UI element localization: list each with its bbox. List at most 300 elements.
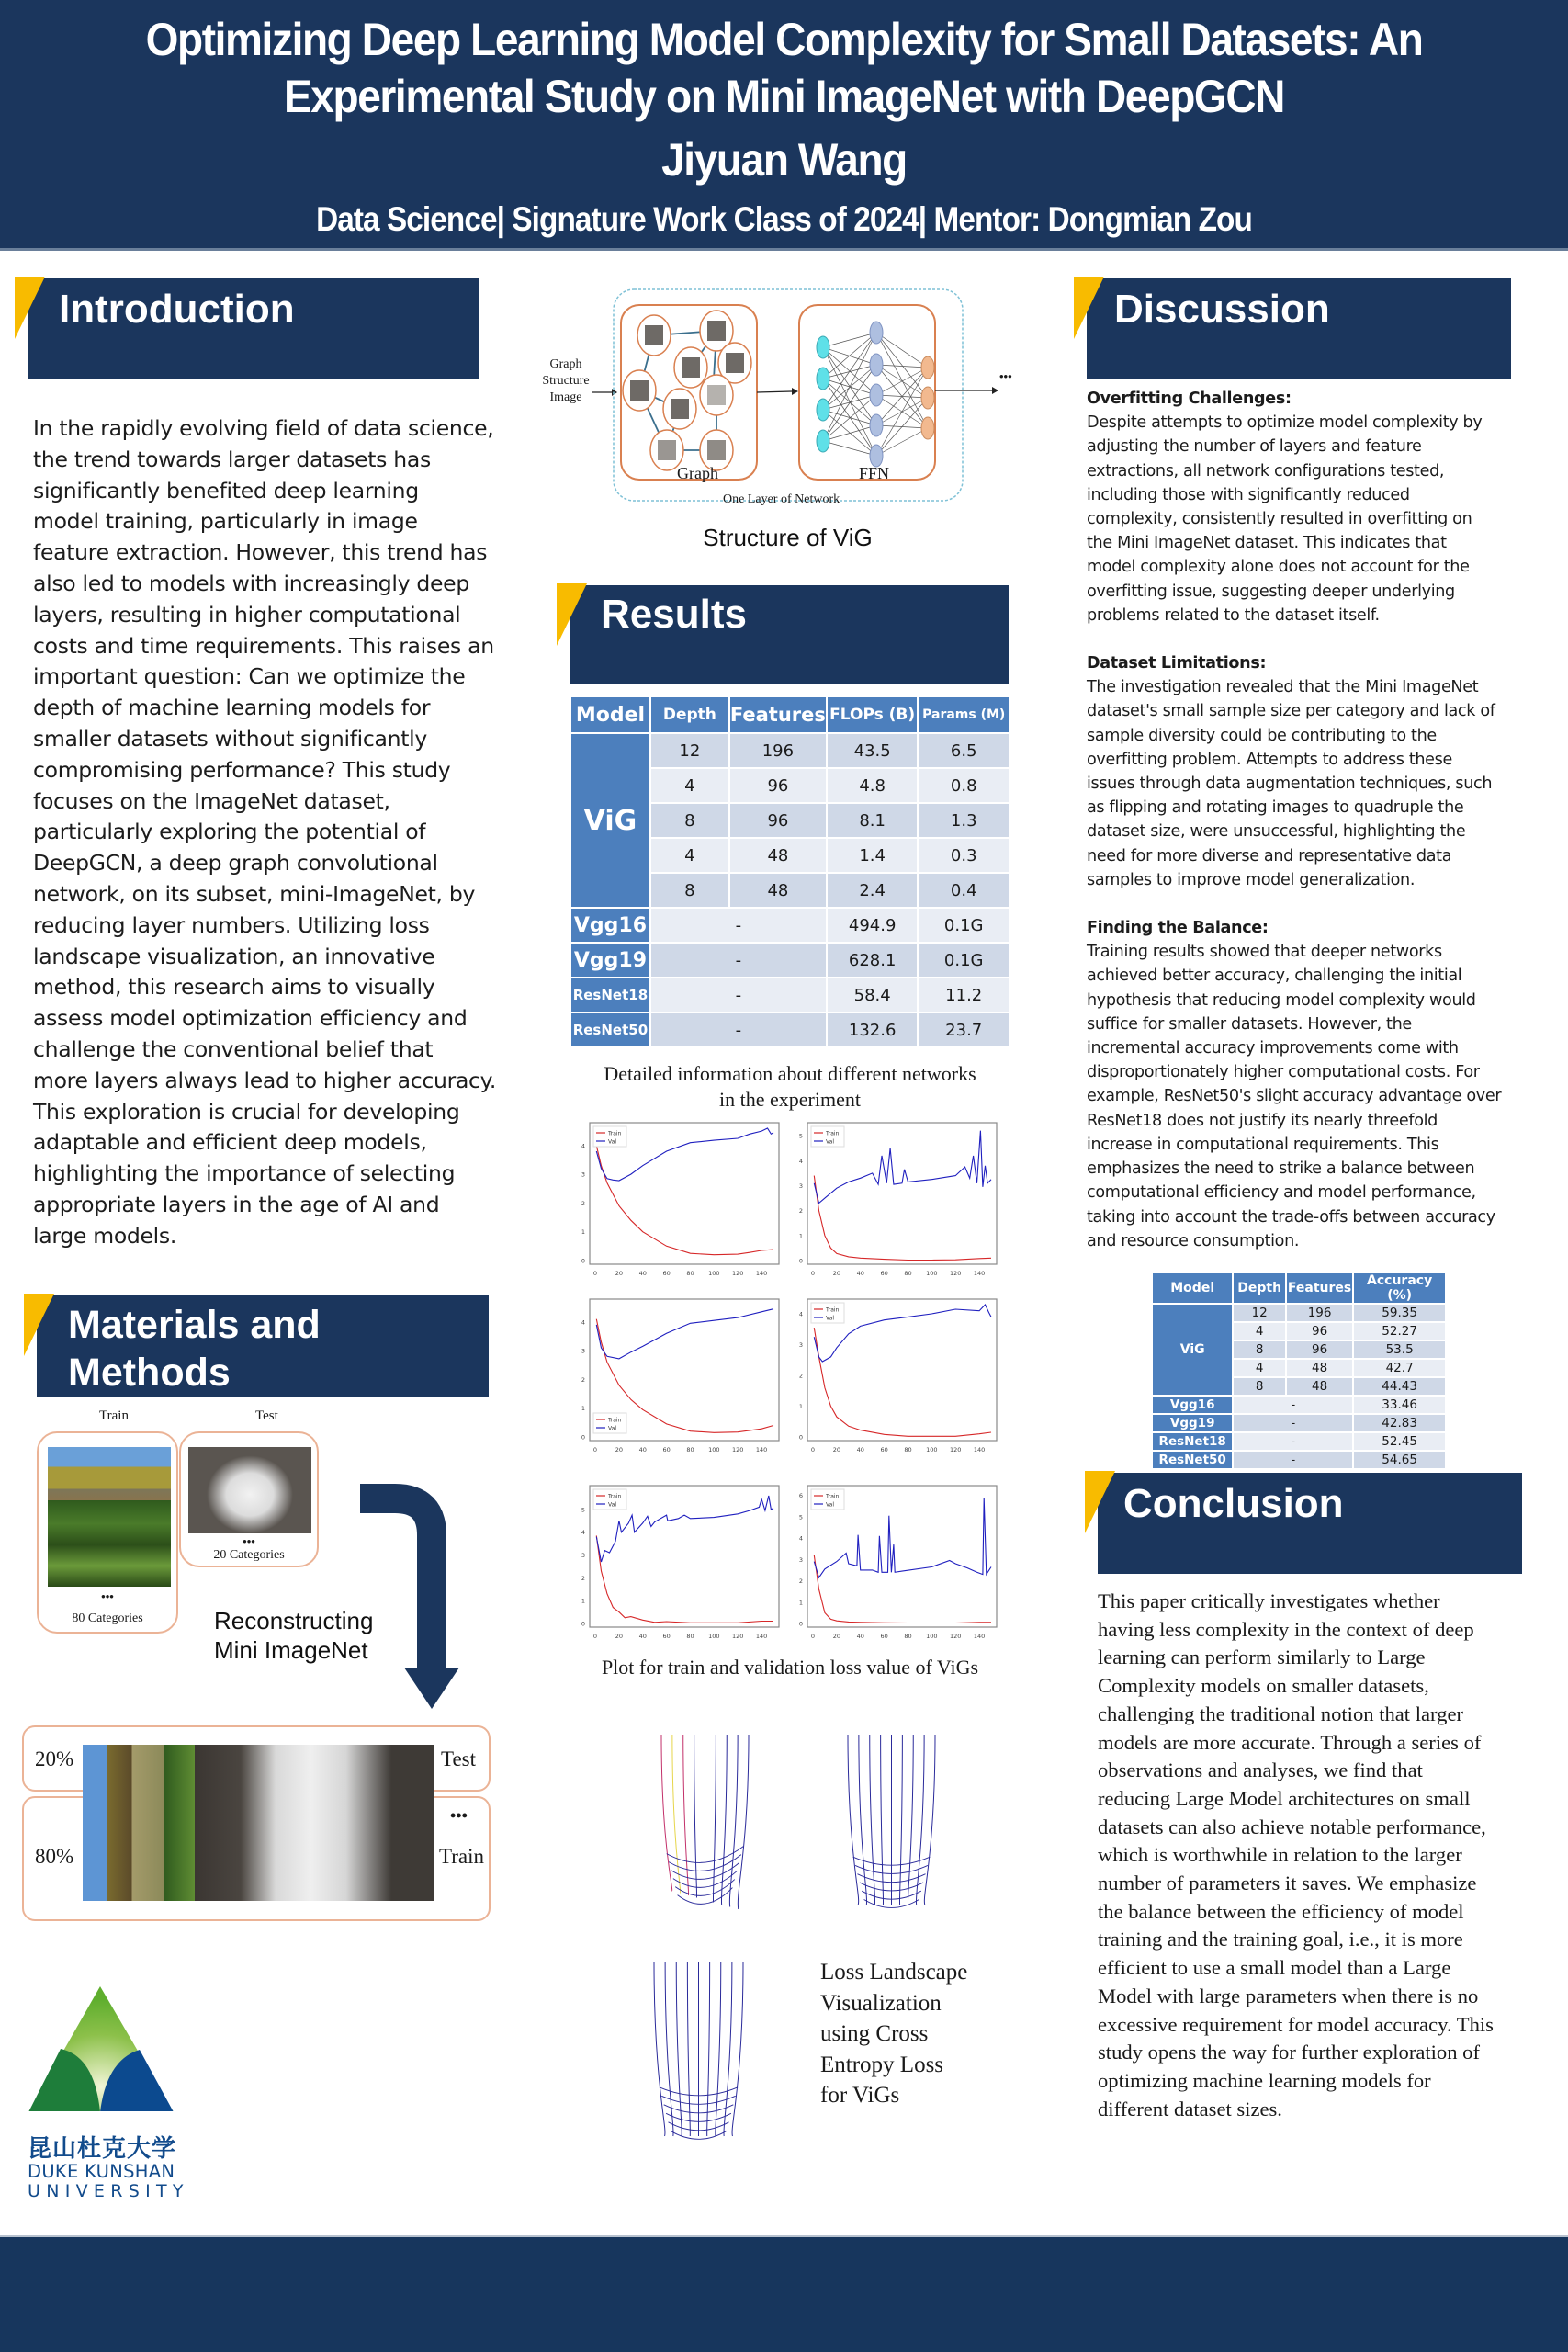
- y-tick-label: 2: [798, 1577, 803, 1586]
- landscape-wire: [738, 1735, 749, 1909]
- conclusion-body: [1098, 1588, 1557, 2123]
- loss-plot-svg: [787, 1295, 1000, 1459]
- conclusion-heading: Conclusion: [1123, 1481, 1344, 1526]
- x-tick-label: 120: [949, 1270, 962, 1277]
- acc-col-header-depth: Depth: [1233, 1272, 1286, 1304]
- col-header-flops: FLOPs (B): [827, 696, 919, 733]
- discussion-line: samples to improve model generalization.: [1087, 870, 1416, 889]
- split-ellipsis: •••: [450, 1806, 468, 1825]
- discussion-line: suffice for smaller datasets. However, the: [1087, 1014, 1412, 1034]
- landscape-wire: [899, 1735, 902, 1905]
- legend-label: Val: [608, 1425, 616, 1432]
- landscape-wire: [687, 1962, 690, 2136]
- x-tick-label: 60: [880, 1270, 888, 1277]
- split-test-label: Test: [441, 1747, 476, 1770]
- col-header-features: Features: [729, 696, 827, 733]
- discussion-line: ResNet18 does not justify its nearly threefold: [1087, 1111, 1438, 1130]
- ffn-neuron: [921, 387, 934, 409]
- conclusion-banner: [1098, 1473, 1522, 1574]
- x-tick-label: 0: [592, 1446, 598, 1453]
- loss-landscape-2: [848, 1735, 935, 1907]
- y-tick-label: 4: [581, 1529, 585, 1537]
- legend-label: Train: [826, 1130, 840, 1137]
- landscape-wire: [916, 1735, 924, 1905]
- discussion-line: overfitting issue, suggesting deeper underlying: [1087, 582, 1455, 601]
- y-tick-label: 5: [581, 1506, 585, 1514]
- test-ellipsis: •••: [243, 1534, 255, 1548]
- acc-table-cell: 96: [1286, 1340, 1353, 1359]
- table-cell: 48: [729, 838, 827, 873]
- y-tick-label: 0: [798, 1257, 803, 1265]
- legend-label: Val: [826, 1501, 834, 1509]
- introduction-heading: Introduction: [59, 287, 295, 332]
- acc-table-cell: 54.65: [1353, 1451, 1446, 1469]
- discussion-line: model complexity alone does not account for the: [1087, 558, 1470, 577]
- discussion-line: Despite attempts to optimize model complexity by: [1087, 413, 1483, 433]
- acc-table-cell: 42.7: [1353, 1359, 1446, 1377]
- discussion-section: [1087, 651, 1546, 892]
- acc-model-cell: ViG: [1152, 1304, 1233, 1396]
- introduction-line: assess model optimization efficiency and: [33, 1005, 468, 1032]
- vig-structure-diagram: [588, 276, 1020, 514]
- discussion-line: need for more diverse and representative data: [1087, 846, 1452, 865]
- discussion-section: [1087, 916, 1546, 1253]
- loss-landscape-1: [661, 1735, 749, 1909]
- y-tick-label: 3: [798, 1555, 803, 1564]
- conclusion-line: different dataset sizes.: [1098, 2097, 1282, 2120]
- x-tick-label: 0: [592, 1270, 598, 1277]
- acc-table-row: [1152, 1396, 1446, 1414]
- discussion-line: adjusting the number of layers and feature: [1087, 437, 1422, 457]
- x-tick-label: 120: [731, 1633, 744, 1640]
- y-tick-label: 0: [581, 1620, 585, 1628]
- x-tick-label: 40: [856, 1446, 864, 1453]
- methods-heading: [68, 1301, 321, 1396]
- introduction-line: DeepGCN, a deep graph convolutional: [33, 850, 438, 876]
- curved-arrow-icon: [349, 1475, 468, 1713]
- loss-plot-svg: [787, 1482, 1000, 1645]
- conclusion-line: challenging the traditional notion that larger: [1098, 1702, 1463, 1725]
- ffn-neuron: [817, 368, 829, 390]
- table-cell: 8: [650, 873, 729, 908]
- y-tick-label: 4: [798, 1157, 803, 1165]
- ffn-neuron: [921, 417, 934, 439]
- x-tick-label: 40: [638, 1446, 647, 1453]
- introduction-banner: [28, 278, 479, 379]
- acc-table-cell: 48: [1286, 1359, 1353, 1377]
- y-tick-label: 3: [581, 1552, 585, 1560]
- x-tick-label: 0: [810, 1633, 816, 1640]
- acc-table-row: [1152, 1304, 1446, 1322]
- x-tick-label: 20: [832, 1446, 841, 1453]
- discussion-line: as flipping and rotating images to quadruple the: [1087, 798, 1464, 818]
- split-test-percent: 20%: [35, 1747, 74, 1770]
- y-tick-label: 4: [798, 1534, 803, 1543]
- landscape-wire: [654, 1962, 665, 2136]
- x-tick-label: 140: [755, 1633, 768, 1640]
- y-tick-label: 2: [581, 1375, 585, 1384]
- discussion-line: including those with significantly reduced: [1087, 485, 1410, 504]
- conclusion-line: datasets can also achieve notable performance,: [1098, 1815, 1486, 1838]
- x-tick-label: 120: [949, 1633, 962, 1640]
- ffn-neuron: [870, 384, 883, 406]
- loss-landscape-3: [654, 1962, 743, 2139]
- x-tick-label: 100: [708, 1270, 720, 1277]
- ffn-neuron: [817, 336, 829, 358]
- loss-plot: [570, 1119, 783, 1283]
- y-tick-label: 3: [581, 1170, 585, 1179]
- x-tick-label: 60: [880, 1633, 888, 1640]
- affiliation: Data Science| Signature Work Class of 2024| Mentor: Dongmian Zou: [316, 200, 1252, 238]
- discussion-section-title: Finding the Balance:: [1087, 919, 1269, 938]
- banner-accent-flag: [1074, 277, 1104, 339]
- discussion-banner: [1087, 278, 1511, 379]
- acc-model-cell: Vgg19: [1152, 1414, 1233, 1432]
- conclusion-line: which is worthwhile in relation to the larger: [1098, 1843, 1462, 1867]
- graph-input-label: [542, 356, 590, 406]
- table-cell: -: [650, 943, 827, 978]
- x-tick-label: 140: [973, 1446, 986, 1453]
- table-cell: 196: [729, 733, 827, 768]
- acc-table-cell: 42.83: [1353, 1414, 1446, 1432]
- conclusion-line: learning can perform similarly to Large: [1098, 1645, 1426, 1669]
- conclusion-line: observations and analyses, we find that: [1098, 1758, 1423, 1782]
- results-table: [570, 695, 1010, 1048]
- x-tick-label: 80: [686, 1446, 694, 1453]
- landscape-caption-line: using Cross: [820, 2021, 929, 2046]
- acc-table-cell: 12: [1233, 1304, 1286, 1322]
- table-row: [570, 1012, 1010, 1047]
- loss-plot: [787, 1119, 1000, 1283]
- landscape-wire: [732, 1962, 743, 2136]
- acc-table-cell: 52.45: [1353, 1432, 1446, 1451]
- table-cell: 11.2: [918, 978, 1010, 1012]
- x-tick-label: 40: [856, 1270, 864, 1277]
- acc-col-header-model: Model: [1152, 1272, 1233, 1304]
- y-tick-label: 1: [581, 1228, 585, 1237]
- x-tick-label: 60: [880, 1446, 888, 1453]
- conclusion-line: the balance between the efficiency of model: [1098, 1899, 1464, 1923]
- conclusion-line: training and the training goal, i.e., it is more: [1098, 1928, 1463, 1951]
- discussion-line: overfitting problem. Attempts to address these: [1087, 750, 1452, 769]
- split-train-label: Train: [439, 1845, 484, 1868]
- test-images-box: [179, 1431, 319, 1567]
- introduction-line: appropriate layers in the age of AI and: [33, 1191, 440, 1217]
- table-cell: 58.4: [827, 978, 919, 1012]
- table-cell: 12: [650, 733, 729, 768]
- table-cell: 43.5: [827, 733, 919, 768]
- results-heading: Results: [601, 592, 747, 637]
- y-tick-label: 3: [798, 1182, 803, 1190]
- conclusion-line: reducing Large Model architectures on small: [1098, 1786, 1471, 1810]
- acc-model-cell: ResNet50: [1152, 1451, 1233, 1469]
- table-cell: 1.3: [918, 803, 1010, 838]
- x-tick-label: 20: [615, 1446, 624, 1453]
- split-train-percent: 80%: [35, 1845, 74, 1868]
- conclusion-line: study opens the way for further exploration of: [1098, 2041, 1480, 2064]
- landscape-caption-line: Visualization: [820, 1990, 942, 2016]
- university-logo-icon: [26, 1983, 191, 2111]
- discussion-line: disproportionately higher computational costs. For: [1087, 1063, 1480, 1082]
- ffn-neuron: [921, 356, 934, 379]
- introduction-line: smaller datasets without significantly: [33, 725, 427, 752]
- logo-chinese-name: 昆山杜克大学: [28, 2135, 177, 2163]
- split-image-strip: [83, 1745, 434, 1901]
- introduction-line: challenge the conventional belief that: [33, 1035, 434, 1062]
- x-tick-label: 40: [638, 1633, 647, 1640]
- loss-plot: [570, 1295, 783, 1459]
- introduction-line: network, on its subset, mini-ImageNet, by: [33, 880, 476, 907]
- introduction-line: adaptable and efficient deep models,: [33, 1129, 427, 1156]
- discussion-line: example, ResNet50's slight accuracy advantage over: [1087, 1087, 1502, 1106]
- loss-plot-svg: [570, 1119, 783, 1283]
- introduction-line: This exploration is crucial for developing: [33, 1098, 460, 1125]
- x-tick-label: 80: [904, 1633, 912, 1640]
- conclusion-line: models are more accurate. Through a series of: [1098, 1730, 1482, 1754]
- discussion-line: dataset's small sample size per category and lack of: [1087, 702, 1495, 721]
- table-cell: 0.8: [918, 768, 1010, 803]
- acc-table-cell: 4: [1233, 1359, 1286, 1377]
- x-tick-label: 140: [973, 1270, 986, 1277]
- diagram-ellipsis: •••: [999, 369, 1012, 383]
- y-tick-label: 1: [798, 1599, 803, 1607]
- table-cell: 4.8: [827, 768, 919, 803]
- conclusion-line: number of parameters it saves. We emphasize: [1098, 1871, 1477, 1895]
- conclusion-line: excessive requirement for model accuracy. This: [1098, 2012, 1494, 2036]
- banner-accent-flag: [557, 583, 587, 646]
- landscape-wire: [848, 1735, 859, 1905]
- conclusion-line: This paper critically investigates whether: [1098, 1589, 1440, 1612]
- x-tick-label: 100: [926, 1446, 938, 1453]
- y-tick-label: 6: [798, 1492, 803, 1500]
- acc-table-row: [1152, 1451, 1446, 1469]
- acc-table-row: [1152, 1414, 1446, 1432]
- table-cell: 0.4: [918, 873, 1010, 908]
- conclusion-line: having less complexity in the context of deep: [1098, 1617, 1474, 1641]
- results-banner: [570, 585, 1009, 684]
- landscape-caption-line: Entropy Loss: [820, 2052, 944, 2077]
- test-categories: 20 Categories: [213, 1548, 285, 1562]
- banner-accent-flag: [15, 277, 45, 339]
- table-cell: 1.4: [827, 838, 919, 873]
- train-sample-images: [48, 1447, 171, 1587]
- legend-label: Val: [608, 1501, 616, 1509]
- methods-heading-line-2: Methods: [68, 1351, 231, 1395]
- table-row: [570, 978, 1010, 1012]
- logo-line-1: DUKE KUNSHAN: [28, 2161, 175, 2182]
- x-tick-label: 80: [686, 1633, 694, 1640]
- conclusion-line: optimizing machine learning models for: [1098, 2068, 1431, 2092]
- discussion-body: [1087, 387, 1546, 1277]
- methods-heading-line-1: Materials and: [68, 1303, 321, 1347]
- x-tick-label: 0: [810, 1446, 816, 1453]
- model-cell: Vgg19: [570, 943, 650, 978]
- table-row: [570, 943, 1010, 978]
- landscape-wire: [924, 1735, 935, 1905]
- x-tick-label: 100: [926, 1633, 938, 1640]
- plots-caption: Plot for train and validation loss value of ViGs: [601, 1656, 979, 1679]
- table-cell: 628.1: [827, 943, 919, 978]
- legend-label: Train: [826, 1493, 840, 1500]
- introduction-line: the trend towards larger datasets has: [33, 446, 431, 472]
- acc-table-cell: 196: [1286, 1304, 1353, 1322]
- table-row: [570, 733, 1010, 768]
- table-cell: 2.4: [827, 873, 919, 908]
- ffn-neuron: [870, 354, 883, 376]
- discussion-line: problems related to the dataset itself.: [1087, 605, 1380, 625]
- y-tick-label: 0: [581, 1257, 585, 1265]
- train-label: Train: [99, 1408, 129, 1423]
- col-header-params: Params (M): [918, 696, 1010, 733]
- landscape-wire: [724, 1962, 732, 2136]
- introduction-line: important question: Can we optimize the: [33, 663, 466, 690]
- landscape-wire: [665, 1962, 673, 2136]
- x-tick-label: 0: [810, 1270, 816, 1277]
- ffn-neuron: [817, 430, 829, 452]
- x-tick-label: 80: [904, 1270, 912, 1277]
- table-cell: 494.9: [827, 908, 919, 943]
- acc-table-row: [1152, 1432, 1446, 1451]
- acc-table-cell: 53.5: [1353, 1340, 1446, 1359]
- x-tick-label: 60: [662, 1633, 671, 1640]
- ffn-neuron: [870, 414, 883, 436]
- discussion-section-title: Overfitting Challenges:: [1087, 390, 1292, 408]
- introduction-line: highlighting the importance of selecting: [33, 1160, 456, 1187]
- discussion-section: [1087, 387, 1546, 628]
- discussion-line: computational efficiency and model performance,: [1087, 1183, 1476, 1203]
- table-cell: 0.1G: [918, 943, 1010, 978]
- author-name: Jiyuan Wang: [661, 134, 907, 186]
- acc-table-cell: 96: [1286, 1322, 1353, 1340]
- loss-plot: [787, 1482, 1000, 1645]
- x-tick-label: 120: [731, 1446, 744, 1453]
- introduction-line: more layers always lead to higher accuracy.: [33, 1067, 497, 1093]
- table-cell: 4: [650, 768, 729, 803]
- y-tick-label: 2: [581, 1199, 585, 1207]
- banner-accent-flag: [1085, 1471, 1115, 1533]
- table-cell: 0.3: [918, 838, 1010, 873]
- discussion-section-title: Dataset Limitations:: [1087, 654, 1267, 673]
- acc-table-cell: 52.27: [1353, 1322, 1446, 1340]
- discussion-line: dataset size, were unsuccessful, highlighting the: [1087, 822, 1466, 842]
- landscape-caption: [820, 1957, 967, 2111]
- y-tick-label: 3: [798, 1341, 803, 1350]
- introduction-line: landscape visualization, an innovative: [33, 943, 435, 969]
- introduction-line: layers, resulting in higher computational: [33, 601, 461, 628]
- discussion-line: The investigation revealed that the Mini ImageNet: [1087, 678, 1479, 697]
- y-tick-label: 4: [581, 1142, 585, 1150]
- conclusion-line: Complexity models on smaller datasets,: [1098, 1674, 1429, 1698]
- poster-title-line-1: Optimizing Deep Learning Model Complexity for Small Datasets: An: [145, 14, 1423, 65]
- introduction-line: feature extraction. However, this trend has: [33, 539, 488, 566]
- x-tick-label: 40: [856, 1633, 864, 1640]
- table-cell: 132.6: [827, 1012, 919, 1047]
- reconstruct-line-2: Mini ImageNet: [214, 1636, 368, 1664]
- table-caption-line-2: in the experiment: [719, 1088, 861, 1111]
- acc-table-cell: 8: [1233, 1340, 1286, 1359]
- x-tick-label: 120: [949, 1446, 962, 1453]
- introduction-line: focuses on the ImageNet dataset,: [33, 787, 390, 814]
- acc-table-cell: -: [1233, 1414, 1353, 1432]
- landscape-wire: [661, 1735, 672, 1891]
- discussion-line: extractions, all network configurations tested,: [1087, 461, 1445, 481]
- landscape-wire: [694, 1735, 697, 1898]
- discussion-line: incremental accuracy improvements come with: [1087, 1039, 1459, 1058]
- ffn-neuron: [870, 322, 883, 344]
- table-cell: -: [650, 908, 827, 943]
- x-tick-label: 100: [708, 1633, 720, 1640]
- introduction-line: depth of machine learning models for: [33, 695, 431, 721]
- acc-col-header-accuracy: Accuracy (%): [1353, 1272, 1446, 1304]
- model-cell: ResNet50: [570, 1012, 650, 1047]
- table-cell: 8: [650, 803, 729, 838]
- table-cell: 4: [650, 838, 729, 873]
- reconstruct-line-1: Reconstructing: [214, 1607, 374, 1634]
- acc-table-cell: 44.43: [1353, 1377, 1446, 1396]
- acc-table-cell: 8: [1233, 1377, 1286, 1396]
- legend-label: Train: [608, 1417, 622, 1424]
- y-tick-label: 4: [581, 1318, 585, 1327]
- layer-label: One Layer of Network: [723, 492, 840, 506]
- landscape-caption-line: Loss Landscape: [820, 1960, 968, 1984]
- discussion-line: achieved better accuracy, challenging the initial: [1087, 967, 1462, 986]
- train-categories: 80 Categories: [72, 1611, 143, 1625]
- table-row: [570, 908, 1010, 943]
- conclusion-line: Model with large parameters when there is no: [1098, 1984, 1479, 2007]
- model-cell: ResNet18: [570, 978, 650, 1012]
- discussion-heading: Discussion: [1114, 287, 1330, 332]
- y-tick-label: 1: [798, 1232, 803, 1240]
- discussion-line: emphasizes the need to strike a balance between: [1087, 1159, 1475, 1179]
- legend-label: Train: [608, 1130, 622, 1137]
- introduction-line: significantly benefited deep learning: [33, 477, 419, 503]
- table-cell: 8.1: [827, 803, 919, 838]
- structure-caption: Structure of ViG: [703, 524, 873, 551]
- acc-table-cell: -: [1233, 1396, 1353, 1414]
- x-tick-label: 140: [755, 1270, 768, 1277]
- loss-plot: [570, 1482, 783, 1645]
- loss-plot: [787, 1295, 1000, 1459]
- x-tick-label: 80: [904, 1446, 912, 1453]
- discussion-line: increase in computational requirements. This: [1087, 1135, 1439, 1154]
- introduction-line: large models.: [33, 1222, 177, 1249]
- acc-model-cell: ResNet18: [1152, 1432, 1233, 1451]
- y-tick-label: 0: [581, 1433, 585, 1442]
- introduction-line: model training, particularly in image: [33, 508, 418, 535]
- legend-label: Val: [826, 1315, 834, 1322]
- landscape-wire: [707, 1962, 710, 2136]
- y-tick-label: 5: [798, 1513, 803, 1521]
- acc-table-cell: 33.46: [1353, 1396, 1446, 1414]
- x-tick-label: 20: [832, 1633, 841, 1640]
- loss-plot-svg: [787, 1119, 1000, 1283]
- acc-col-header-features: Features: [1286, 1272, 1353, 1304]
- loss-plot-svg: [570, 1482, 783, 1645]
- introduction-line: In the rapidly evolving field of data science,: [33, 415, 494, 441]
- graph-input-line: Image: [549, 390, 582, 404]
- x-tick-label: 20: [615, 1633, 624, 1640]
- legend-label: Train: [826, 1306, 840, 1314]
- y-tick-label: 1: [581, 1597, 585, 1605]
- x-tick-label: 20: [832, 1270, 841, 1277]
- x-tick-label: 60: [662, 1446, 671, 1453]
- introduction-line: method, this research aims to visually: [33, 974, 435, 1001]
- x-tick-label: 20: [615, 1270, 624, 1277]
- model-cell: Vgg16: [570, 908, 650, 943]
- col-header-depth: Depth: [650, 696, 729, 733]
- acc-model-cell: Vgg16: [1152, 1396, 1233, 1414]
- introduction-body: [33, 413, 497, 1252]
